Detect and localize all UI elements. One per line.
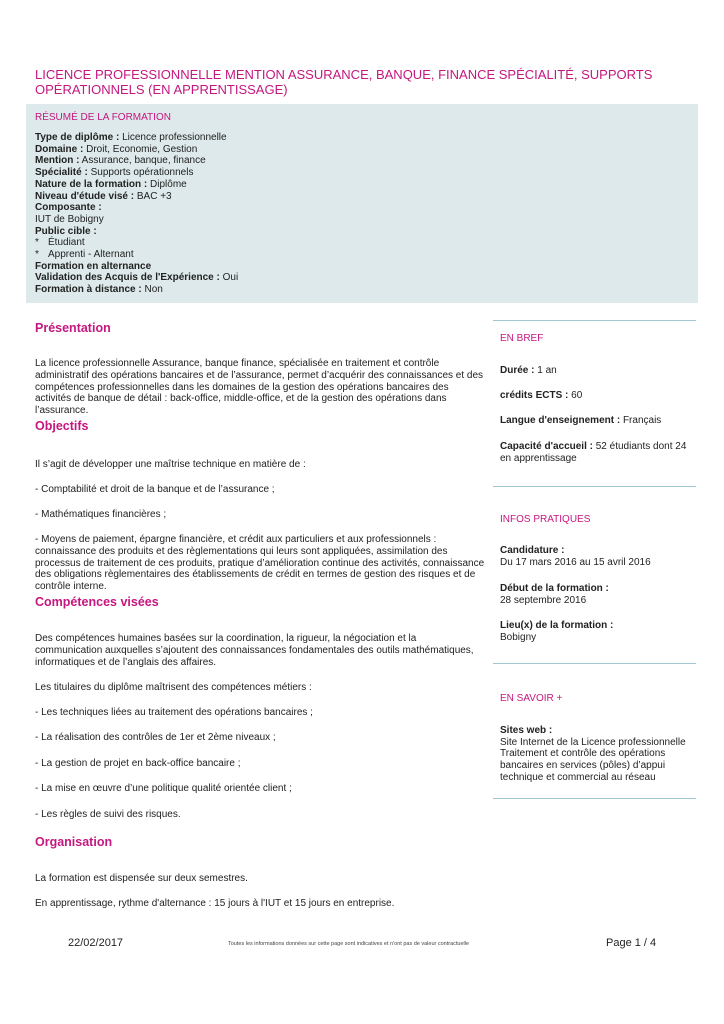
section-title-competences: Compétences visées <box>35 595 159 609</box>
competences-metiers: Les titulaires du diplôme maîtrisent des compétences métiers : <box>35 682 312 693</box>
credits-ects: crédits ECTS : 60 <box>500 390 583 401</box>
en-bref-heading: EN BREF <box>500 333 544 344</box>
organisation-text: La formation est dispensée sur deux semestres. <box>35 873 248 884</box>
summary-alternance: Formation en alternance <box>35 260 152 272</box>
summary-specialite: Spécialité : Supports opérationnels <box>35 167 194 179</box>
competences-item: - La réalisation des contrôles de 1er et 2ème niveaux ; <box>35 732 276 743</box>
footer-date: 22/02/2017 <box>68 937 124 949</box>
page-title: LICENCE PROFESSIONNELLE MENTION ASSURANCE, BANQUE, FINANCE SPÉCIALITÉ, SUPPORTS OPÉRATIONNELS (EN APPRENTISSAGE) <box>35 67 653 97</box>
competences-item: - Les techniques liées au traitement des opérations bancaires ; <box>35 707 313 718</box>
summary-type: Type de diplôme : Licence professionnelle <box>35 132 227 143</box>
summary-heading: RÉSUMÉ DE LA FORMATION <box>35 112 171 123</box>
summary-nature: Nature de la formation : Diplôme <box>35 178 187 190</box>
summary-domaine: Domaine : Droit, Economie, Gestion <box>35 143 198 155</box>
summary-niveau: Niveau d'étude visé : BAC +3 <box>35 190 172 202</box>
footer-note: Toutes les informations données sur cette page sont indicatives et n'ont pas de valeur contractuelle <box>228 941 470 947</box>
capacite: Capacité d'accueil : 52 étudiants dont 24 en apprentissage <box>500 441 687 464</box>
en-savoir-heading: EN SAVOIR + <box>500 693 563 704</box>
objectifs-item: - Moyens de paiement, épargne financière, et crédit aux particuliers et aux professionnels : connaissance des produits et des règlementations qui leurs sont appliquées, assimilation des processus de traitement de ces produits, pratique d’amélioration continue des activités, connaissance des obligations règlementaires des établissements de crédit en termes de gestion des risques et de contrôle interne. <box>35 534 485 593</box>
duree: Durée : 1 an <box>500 365 557 376</box>
summary-vae: Validation des Acquis de l'Expérience : Oui <box>35 272 239 284</box>
debut-formation: Début de la formation : 28 septembre 2016 <box>500 583 609 606</box>
en-bref-box <box>493 320 696 486</box>
competences-intro: Des compétences humaines basées sur la coordination, la rigueur, la négociation et la communication auxquelles s’ajoutent des connaissances fondamentales des outils mathématiques, informatiques et de l’anglais des affaires. <box>35 633 474 668</box>
lieu-formation: Lieu(x) de la formation : Bobigny <box>500 620 614 643</box>
organisation-text: En apprentissage, rythme d'alternance : 15 jours à l'IUT et 15 jours en entreprise. <box>35 898 395 909</box>
competences-item: - Les règles de suivi des risques. <box>35 809 181 820</box>
infos-pratiques-heading: INFOS PRATIQUES <box>500 514 591 525</box>
section-title-objectifs: Objectifs <box>35 419 89 433</box>
competences-item: - La gestion de projet en back-office bancaire ; <box>35 758 241 769</box>
candidature: Candidature : Du 17 mars 2016 au 15 avril 2016 <box>500 545 651 568</box>
sites-web: Sites web : Site Internet de la Licence professionnelle Traitement et contrôle des opérations bancaires en services (pôles) d’appui technique et commercial au réseau <box>500 725 686 783</box>
en-savoir-box <box>493 663 696 799</box>
presentation-text: La licence professionnelle Assurance, banque finance, spécialisée en traitement et contrôle administratif des opérations bancaires et de l’assurance, permet d’acquérir des connaissances et des compétences professionnelles dans les domaines de la gestion des opérations bancaires des activités de banque de détail : back-office, middle-office, et de la gestion des opérations dans l’assurance. <box>35 358 484 417</box>
summary-panel <box>26 104 698 303</box>
summary-mention: Mention : Assurance, banque, finance <box>35 155 206 167</box>
list-item: * Étudiant <box>35 237 85 249</box>
summary-composante-label: Composante : <box>35 202 102 214</box>
langue: Langue d'enseignement : Français <box>500 415 662 426</box>
sites-web-link[interactable]: Site Internet de la Licence professionnelle Traitement et contrôle des opérations bancaires en services (pôles) d’appui technique et commercial au réseau <box>500 736 686 783</box>
summary-composante-value: IUT de Bobigny <box>35 213 104 225</box>
footer-page-number: Page 1 / 4 <box>606 937 657 949</box>
competences-item: - La mise en œuvre d’une politique qualité orientée client ; <box>35 783 292 794</box>
section-title-organisation: Organisation <box>35 835 113 849</box>
objectifs-intro: Il s’agit de développer une maîtrise technique en matière de : <box>35 459 306 470</box>
summary-distance: Formation à distance : Non <box>35 284 163 296</box>
summary-public-label: Public cible : <box>35 225 97 237</box>
objectifs-item: - Mathématiques financières ; <box>35 509 167 520</box>
objectifs-item: - Comptabilité et droit de la banque et de l’assurance ; <box>35 484 275 495</box>
section-title-presentation: Présentation <box>35 321 111 335</box>
infos-pratiques-box <box>493 486 696 663</box>
list-item: * Apprenti - Alternant <box>35 249 134 261</box>
